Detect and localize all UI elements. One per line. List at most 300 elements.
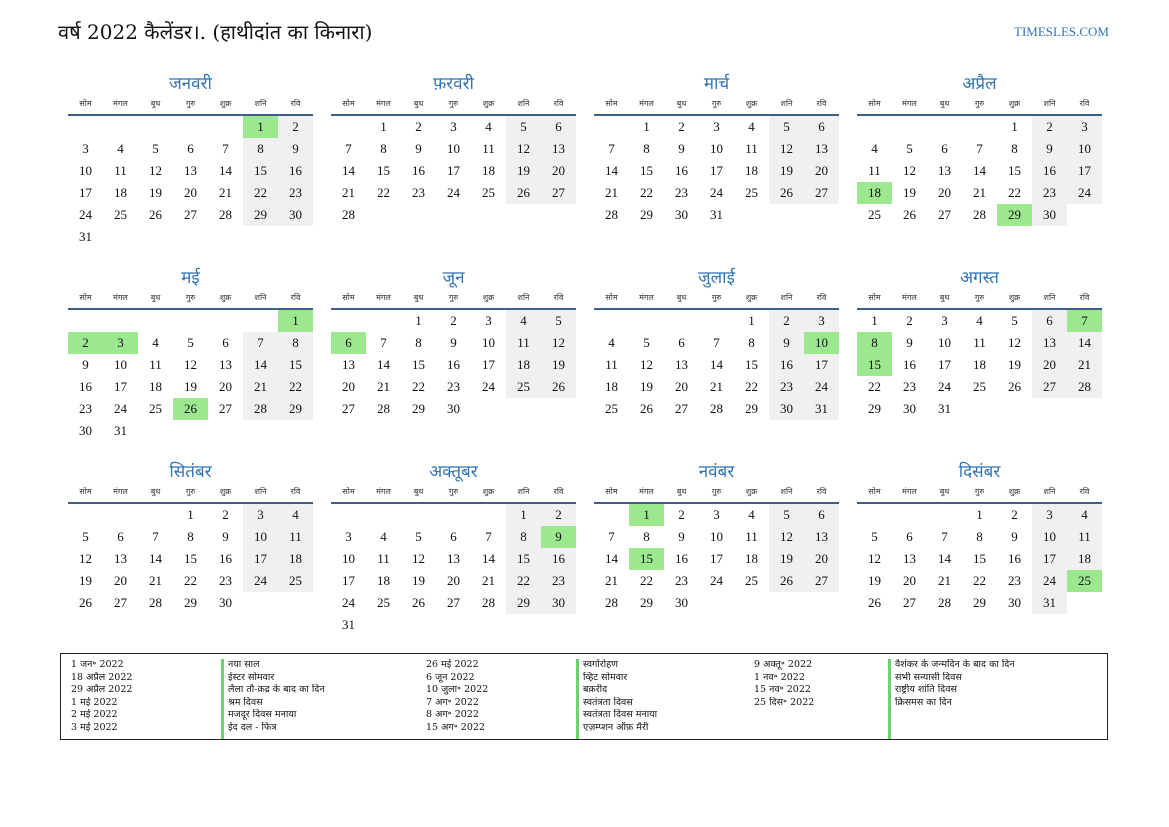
day-cell: 30 bbox=[1008, 595, 1021, 610]
weekday-label: बुध bbox=[413, 99, 424, 108]
day-cell: 21 bbox=[482, 573, 495, 588]
day-cell: 29 bbox=[278, 398, 313, 420]
day-cell: 4 bbox=[871, 141, 878, 156]
legend-item: 18 अप्रैल 2022 bbox=[71, 671, 133, 683]
day-cell: 28 bbox=[710, 401, 723, 416]
day-cell: 5 bbox=[906, 141, 913, 156]
weekday-header bbox=[857, 484, 1102, 504]
legend-item: स्वतंत्रता दिवस bbox=[583, 696, 633, 708]
day-blank bbox=[103, 310, 138, 332]
weekday-label: रवि bbox=[553, 99, 564, 108]
day-cell: 2 bbox=[541, 504, 576, 526]
month-block bbox=[594, 72, 839, 262]
legend-item: ईद दल - फित्र bbox=[228, 721, 277, 733]
weekday-label: शनि bbox=[254, 99, 267, 108]
day-blank bbox=[927, 116, 962, 138]
day-cell: 25 bbox=[278, 570, 313, 592]
month-block bbox=[331, 460, 576, 650]
day-cell: 23 bbox=[79, 401, 92, 416]
day-cell: 3 bbox=[450, 119, 457, 134]
weekday-label: सोम bbox=[868, 293, 881, 302]
day-grid bbox=[594, 504, 839, 614]
day-cell: 27 bbox=[804, 570, 839, 592]
day-cell: 25 bbox=[482, 185, 495, 200]
day-cell: 24 bbox=[342, 595, 355, 610]
weekday-label: रवि bbox=[290, 293, 301, 302]
day-cell: 9 bbox=[1011, 529, 1018, 544]
day-cell: 7 bbox=[152, 529, 159, 544]
day-cell: 29 bbox=[973, 595, 986, 610]
day-cell: 31 bbox=[342, 617, 355, 632]
weekday-label: शुक्र bbox=[745, 487, 758, 496]
day-blank bbox=[401, 504, 436, 526]
day-cell: 20 bbox=[114, 573, 127, 588]
weekday-label: सोम bbox=[605, 293, 618, 302]
day-cell: 26 bbox=[903, 207, 916, 222]
day-cell: 19 bbox=[149, 185, 162, 200]
day-cell: 2 bbox=[222, 507, 229, 522]
day-cell: 18 bbox=[482, 163, 495, 178]
day-cell: 28 bbox=[377, 401, 390, 416]
weekday-label: रवि bbox=[1079, 487, 1090, 496]
day-cell: 18 bbox=[506, 354, 541, 376]
day-cell: 12 bbox=[412, 551, 425, 566]
day-cell: 14 bbox=[377, 357, 390, 372]
day-cell: 21 bbox=[243, 376, 278, 398]
day-cell: 23 bbox=[769, 376, 804, 398]
legend-item: 1 नव॰ 2022 bbox=[754, 671, 805, 683]
holiday-day-cell: 18 bbox=[857, 182, 892, 204]
month-title: अक्तूबर bbox=[429, 462, 478, 482]
day-cell: 2 bbox=[678, 507, 685, 522]
day-cell: 22 bbox=[278, 376, 313, 398]
weekday-label: रवि bbox=[816, 293, 827, 302]
weekday-label: सोम bbox=[342, 487, 355, 496]
weekday-header bbox=[857, 96, 1102, 116]
day-cell: 3 bbox=[713, 119, 720, 134]
day-blank bbox=[68, 504, 103, 526]
day-cell: 19 bbox=[79, 573, 92, 588]
weekday-label: बुध bbox=[939, 99, 950, 108]
day-cell: 24 bbox=[1067, 182, 1102, 204]
day-cell: 30 bbox=[675, 595, 688, 610]
weekday-label: मंगल bbox=[113, 293, 128, 302]
weekday-label: मंगल bbox=[902, 487, 917, 496]
day-cell: 7 bbox=[222, 141, 229, 156]
weekday-label: शुक्र bbox=[219, 487, 232, 496]
day-cell: 20 bbox=[675, 379, 688, 394]
legend-item: सभी सन्यासी दिवस bbox=[895, 671, 962, 683]
day-cell: 2 bbox=[678, 119, 685, 134]
day-cell: 5 bbox=[1011, 313, 1018, 328]
holiday-day-cell: 2 bbox=[68, 332, 103, 354]
weekday-label: शनि bbox=[1043, 293, 1056, 302]
weekday-label: बुध bbox=[939, 293, 950, 302]
day-cell: 25 bbox=[506, 376, 541, 398]
day-cell: 9 bbox=[906, 335, 913, 350]
weekday-label: शनि bbox=[517, 487, 530, 496]
day-grid bbox=[857, 504, 1102, 614]
legend-names-3 bbox=[888, 659, 1108, 739]
day-cell: 4 bbox=[506, 310, 541, 332]
holiday-day-cell: 3 bbox=[103, 332, 138, 354]
day-cell: 14 bbox=[938, 551, 951, 566]
day-cell: 16 bbox=[79, 379, 92, 394]
day-blank bbox=[664, 310, 699, 332]
day-cell: 29 bbox=[868, 401, 881, 416]
day-cell: 28 bbox=[605, 595, 618, 610]
day-cell: 12 bbox=[541, 332, 576, 354]
day-cell: 11 bbox=[114, 163, 127, 178]
day-cell: 27 bbox=[1032, 376, 1067, 398]
day-cell: 19 bbox=[541, 354, 576, 376]
day-cell: 2 bbox=[415, 119, 422, 134]
weekday-header bbox=[594, 484, 839, 504]
month-block bbox=[68, 460, 313, 650]
weekday-label: गुरु bbox=[185, 487, 196, 496]
day-cell: 25 bbox=[745, 185, 758, 200]
day-cell: 25 bbox=[114, 207, 127, 222]
day-cell: 6 bbox=[450, 529, 457, 544]
weekday-label: मंगल bbox=[639, 293, 654, 302]
month-title: जनवरी bbox=[169, 74, 212, 94]
day-blank bbox=[138, 310, 173, 332]
day-cell: 3 bbox=[1032, 504, 1067, 526]
day-cell: 15 bbox=[184, 551, 197, 566]
weekday-label: सोम bbox=[79, 293, 92, 302]
day-cell: 27 bbox=[342, 401, 355, 416]
weekday-label: शुक्र bbox=[745, 293, 758, 302]
day-cell: 12 bbox=[769, 526, 804, 548]
day-cell: 21 bbox=[149, 573, 162, 588]
weekday-header bbox=[331, 96, 576, 116]
site-link[interactable]: TIMESLES.COM bbox=[1014, 24, 1109, 39]
weekday-label: शनि bbox=[517, 99, 530, 108]
day-cell: 17 bbox=[1032, 548, 1067, 570]
day-cell: 17 bbox=[482, 357, 495, 372]
day-cell: 22 bbox=[1008, 185, 1021, 200]
day-cell: 5 bbox=[769, 504, 804, 526]
day-cell: 19 bbox=[506, 160, 541, 182]
day-cell: 6 bbox=[804, 116, 839, 138]
day-cell: 24 bbox=[710, 573, 723, 588]
day-cell: 23 bbox=[541, 570, 576, 592]
day-cell: 30 bbox=[903, 401, 916, 416]
day-cell: 30 bbox=[278, 204, 313, 226]
day-cell: 7 bbox=[713, 335, 720, 350]
day-cell: 26 bbox=[640, 401, 653, 416]
day-cell: 13 bbox=[114, 551, 127, 566]
day-blank bbox=[331, 310, 366, 332]
day-cell: 1 bbox=[187, 507, 194, 522]
day-cell: 9 bbox=[678, 141, 685, 156]
day-cell: 9 bbox=[222, 529, 229, 544]
day-cell: 17 bbox=[79, 185, 92, 200]
legend-item: 26 मई 2022 bbox=[426, 659, 479, 670]
day-cell: 4 bbox=[976, 313, 983, 328]
day-grid bbox=[594, 310, 839, 420]
day-cell: 12 bbox=[149, 163, 162, 178]
day-cell: 30 bbox=[541, 592, 576, 614]
day-cell: 17 bbox=[342, 573, 355, 588]
day-cell: 10 bbox=[447, 141, 460, 156]
weekday-label: मंगल bbox=[639, 487, 654, 496]
weekday-label: बुध bbox=[676, 293, 687, 302]
day-cell: 31 bbox=[1032, 592, 1067, 614]
day-cell: 29 bbox=[243, 204, 278, 226]
day-cell: 22 bbox=[640, 573, 653, 588]
day-cell: 30 bbox=[447, 401, 460, 416]
day-cell: 21 bbox=[973, 185, 986, 200]
day-cell: 4 bbox=[608, 335, 615, 350]
day-cell: 4 bbox=[1067, 504, 1102, 526]
day-cell: 20 bbox=[342, 379, 355, 394]
day-cell: 23 bbox=[675, 573, 688, 588]
day-cell: 7 bbox=[380, 335, 387, 350]
day-cell: 5 bbox=[187, 335, 194, 350]
day-cell: 5 bbox=[769, 116, 804, 138]
day-cell: 25 bbox=[377, 595, 390, 610]
day-cell: 12 bbox=[506, 138, 541, 160]
month-title: जून bbox=[442, 268, 465, 288]
day-cell: 1 bbox=[380, 119, 387, 134]
legend-dates-2 bbox=[426, 659, 576, 739]
day-blank bbox=[138, 116, 173, 138]
day-cell: 8 bbox=[187, 529, 194, 544]
day-cell: 29 bbox=[506, 592, 541, 614]
day-cell: 3 bbox=[82, 141, 89, 156]
weekday-label: मंगल bbox=[376, 487, 391, 496]
day-cell: 23 bbox=[1032, 182, 1067, 204]
day-cell: 26 bbox=[769, 182, 804, 204]
day-cell: 19 bbox=[640, 379, 653, 394]
day-blank bbox=[68, 116, 103, 138]
calendar-grid bbox=[68, 72, 1102, 650]
weekday-label: शुक्र bbox=[482, 293, 495, 302]
legend-item: 7 अग॰ 2022 bbox=[426, 696, 479, 708]
day-cell: 7 bbox=[976, 141, 983, 156]
weekday-label: बुध bbox=[413, 487, 424, 496]
day-cell: 16 bbox=[541, 548, 576, 570]
day-cell: 14 bbox=[149, 551, 162, 566]
day-cell: 20 bbox=[804, 548, 839, 570]
day-cell: 20 bbox=[804, 160, 839, 182]
day-cell: 11 bbox=[745, 141, 758, 156]
day-cell: 31 bbox=[79, 229, 92, 244]
day-cell: 7 bbox=[941, 529, 948, 544]
day-cell: 6 bbox=[541, 116, 576, 138]
day-cell: 30 bbox=[79, 423, 92, 438]
day-cell: 18 bbox=[605, 379, 618, 394]
legend-item: 2 मई 2022 bbox=[71, 709, 118, 720]
day-cell: 12 bbox=[79, 551, 92, 566]
day-cell: 1 bbox=[871, 313, 878, 328]
day-cell: 9 bbox=[769, 332, 804, 354]
day-cell: 8 bbox=[643, 529, 650, 544]
day-blank bbox=[173, 310, 208, 332]
day-cell: 18 bbox=[377, 573, 390, 588]
month-block bbox=[857, 266, 1102, 456]
day-cell: 9 bbox=[450, 335, 457, 350]
day-cell: 22 bbox=[745, 379, 758, 394]
day-cell: 2 bbox=[769, 310, 804, 332]
day-cell: 10 bbox=[243, 526, 278, 548]
weekday-label: रवि bbox=[1079, 293, 1090, 302]
day-cell: 4 bbox=[117, 141, 124, 156]
holiday-day-cell: 9 bbox=[541, 526, 576, 548]
weekday-label: शुक्र bbox=[745, 99, 758, 108]
day-cell: 7 bbox=[608, 141, 615, 156]
day-cell: 10 bbox=[710, 529, 723, 544]
day-cell: 11 bbox=[482, 141, 495, 156]
day-cell: 7 bbox=[345, 141, 352, 156]
weekday-header bbox=[331, 484, 576, 504]
day-blank bbox=[699, 310, 734, 332]
day-cell: 16 bbox=[675, 163, 688, 178]
day-cell: 2 bbox=[1011, 507, 1018, 522]
day-cell: 18 bbox=[1067, 548, 1102, 570]
day-cell: 11 bbox=[745, 529, 758, 544]
day-blank bbox=[68, 310, 103, 332]
day-cell: 16 bbox=[219, 551, 232, 566]
day-cell: 13 bbox=[447, 551, 460, 566]
day-cell: 26 bbox=[1008, 379, 1021, 394]
day-blank bbox=[471, 504, 506, 526]
day-cell: 2 bbox=[1032, 116, 1067, 138]
weekday-label: शुक्र bbox=[482, 99, 495, 108]
weekday-label: शनि bbox=[254, 487, 267, 496]
weekday-label: बुध bbox=[150, 293, 161, 302]
month-title: अप्रैल bbox=[962, 74, 997, 94]
legend-item: मजदूर दिवस मनाया bbox=[228, 709, 297, 720]
day-cell: 18 bbox=[973, 357, 986, 372]
day-cell: 6 bbox=[187, 141, 194, 156]
day-cell: 12 bbox=[903, 163, 916, 178]
holiday-day-cell: 26 bbox=[173, 398, 208, 420]
month-block bbox=[331, 72, 576, 262]
weekday-label: शुक्र bbox=[219, 293, 232, 302]
weekday-label: मंगल bbox=[639, 99, 654, 108]
day-blank bbox=[208, 116, 243, 138]
day-cell: 8 bbox=[976, 529, 983, 544]
weekday-label: रवि bbox=[816, 487, 827, 496]
day-cell: 18 bbox=[745, 163, 758, 178]
month-block bbox=[857, 460, 1102, 650]
day-cell: 13 bbox=[804, 526, 839, 548]
day-cell: 13 bbox=[675, 357, 688, 372]
weekday-label: गुरु bbox=[974, 487, 985, 496]
day-cell: 25 bbox=[973, 379, 986, 394]
day-cell: 21 bbox=[938, 573, 951, 588]
page-title: वर्ष 2022 कैलेंडर।. (हाथीदांत का किनारा) bbox=[58, 20, 373, 44]
day-cell: 26 bbox=[149, 207, 162, 222]
day-cell: 16 bbox=[903, 357, 916, 372]
day-blank bbox=[366, 310, 401, 332]
day-cell: 20 bbox=[1032, 354, 1067, 376]
day-cell: 11 bbox=[506, 332, 541, 354]
holiday-day-cell: 1 bbox=[243, 116, 278, 138]
day-cell: 3 bbox=[713, 507, 720, 522]
day-cell: 17 bbox=[710, 163, 723, 178]
day-cell: 17 bbox=[243, 548, 278, 570]
month-block bbox=[331, 266, 576, 456]
day-cell: 28 bbox=[938, 595, 951, 610]
day-cell: 20 bbox=[447, 573, 460, 588]
day-cell: 25 bbox=[745, 573, 758, 588]
day-cell: 31 bbox=[710, 207, 723, 222]
day-cell: 29 bbox=[640, 595, 653, 610]
day-cell: 24 bbox=[938, 379, 951, 394]
legend-item: 3 मई 2022 bbox=[71, 721, 118, 733]
holiday-day-cell: 10 bbox=[804, 332, 839, 354]
day-cell: 30 bbox=[219, 595, 232, 610]
weekday-label: बुध bbox=[150, 487, 161, 496]
weekday-label: सोम bbox=[342, 99, 355, 108]
day-cell: 3 bbox=[243, 504, 278, 526]
day-cell: 24 bbox=[710, 185, 723, 200]
day-cell: 12 bbox=[868, 551, 881, 566]
day-cell: 26 bbox=[506, 182, 541, 204]
legend-item: 1 जन॰ 2022 bbox=[71, 659, 124, 670]
weekday-label: रवि bbox=[290, 99, 301, 108]
day-cell: 13 bbox=[938, 163, 951, 178]
month-title: सितंबर bbox=[169, 462, 212, 482]
day-cell: 31 bbox=[938, 401, 951, 416]
day-cell: 8 bbox=[1011, 141, 1018, 156]
weekday-header bbox=[857, 290, 1102, 310]
day-cell: 10 bbox=[482, 335, 495, 350]
day-cell: 31 bbox=[114, 423, 127, 438]
month-title: मार्च bbox=[703, 74, 730, 94]
day-cell: 20 bbox=[938, 185, 951, 200]
day-blank bbox=[594, 504, 629, 526]
month-block bbox=[594, 266, 839, 456]
day-blank bbox=[436, 504, 471, 526]
day-cell: 9 bbox=[415, 141, 422, 156]
day-cell: 13 bbox=[219, 357, 232, 372]
day-cell: 5 bbox=[82, 529, 89, 544]
weekday-label: मंगल bbox=[902, 293, 917, 302]
day-cell: 13 bbox=[804, 138, 839, 160]
day-cell: 22 bbox=[868, 379, 881, 394]
day-blank bbox=[857, 116, 892, 138]
day-cell: 12 bbox=[184, 357, 197, 372]
month-block bbox=[594, 460, 839, 650]
day-blank bbox=[366, 504, 401, 526]
weekday-label: रवि bbox=[553, 293, 564, 302]
day-cell: 27 bbox=[938, 207, 951, 222]
day-cell: 9 bbox=[278, 138, 313, 160]
day-cell: 28 bbox=[149, 595, 162, 610]
day-cell: 3 bbox=[804, 310, 839, 332]
weekday-label: सोम bbox=[79, 487, 92, 496]
day-cell: 15 bbox=[745, 357, 758, 372]
day-cell: 16 bbox=[412, 163, 425, 178]
weekday-label: शनि bbox=[1043, 99, 1056, 108]
day-cell: 28 bbox=[243, 398, 278, 420]
day-cell: 8 bbox=[243, 138, 278, 160]
day-cell: 24 bbox=[804, 376, 839, 398]
day-grid bbox=[331, 310, 576, 420]
legend-item: 8 अग॰ 2022 bbox=[426, 709, 479, 720]
legend-item: बक़रीद bbox=[583, 684, 608, 695]
month-block bbox=[68, 72, 313, 262]
day-cell: 14 bbox=[482, 551, 495, 566]
day-cell: 14 bbox=[342, 163, 355, 178]
day-cell: 27 bbox=[219, 401, 232, 416]
day-cell: 21 bbox=[710, 379, 723, 394]
day-cell: 5 bbox=[415, 529, 422, 544]
